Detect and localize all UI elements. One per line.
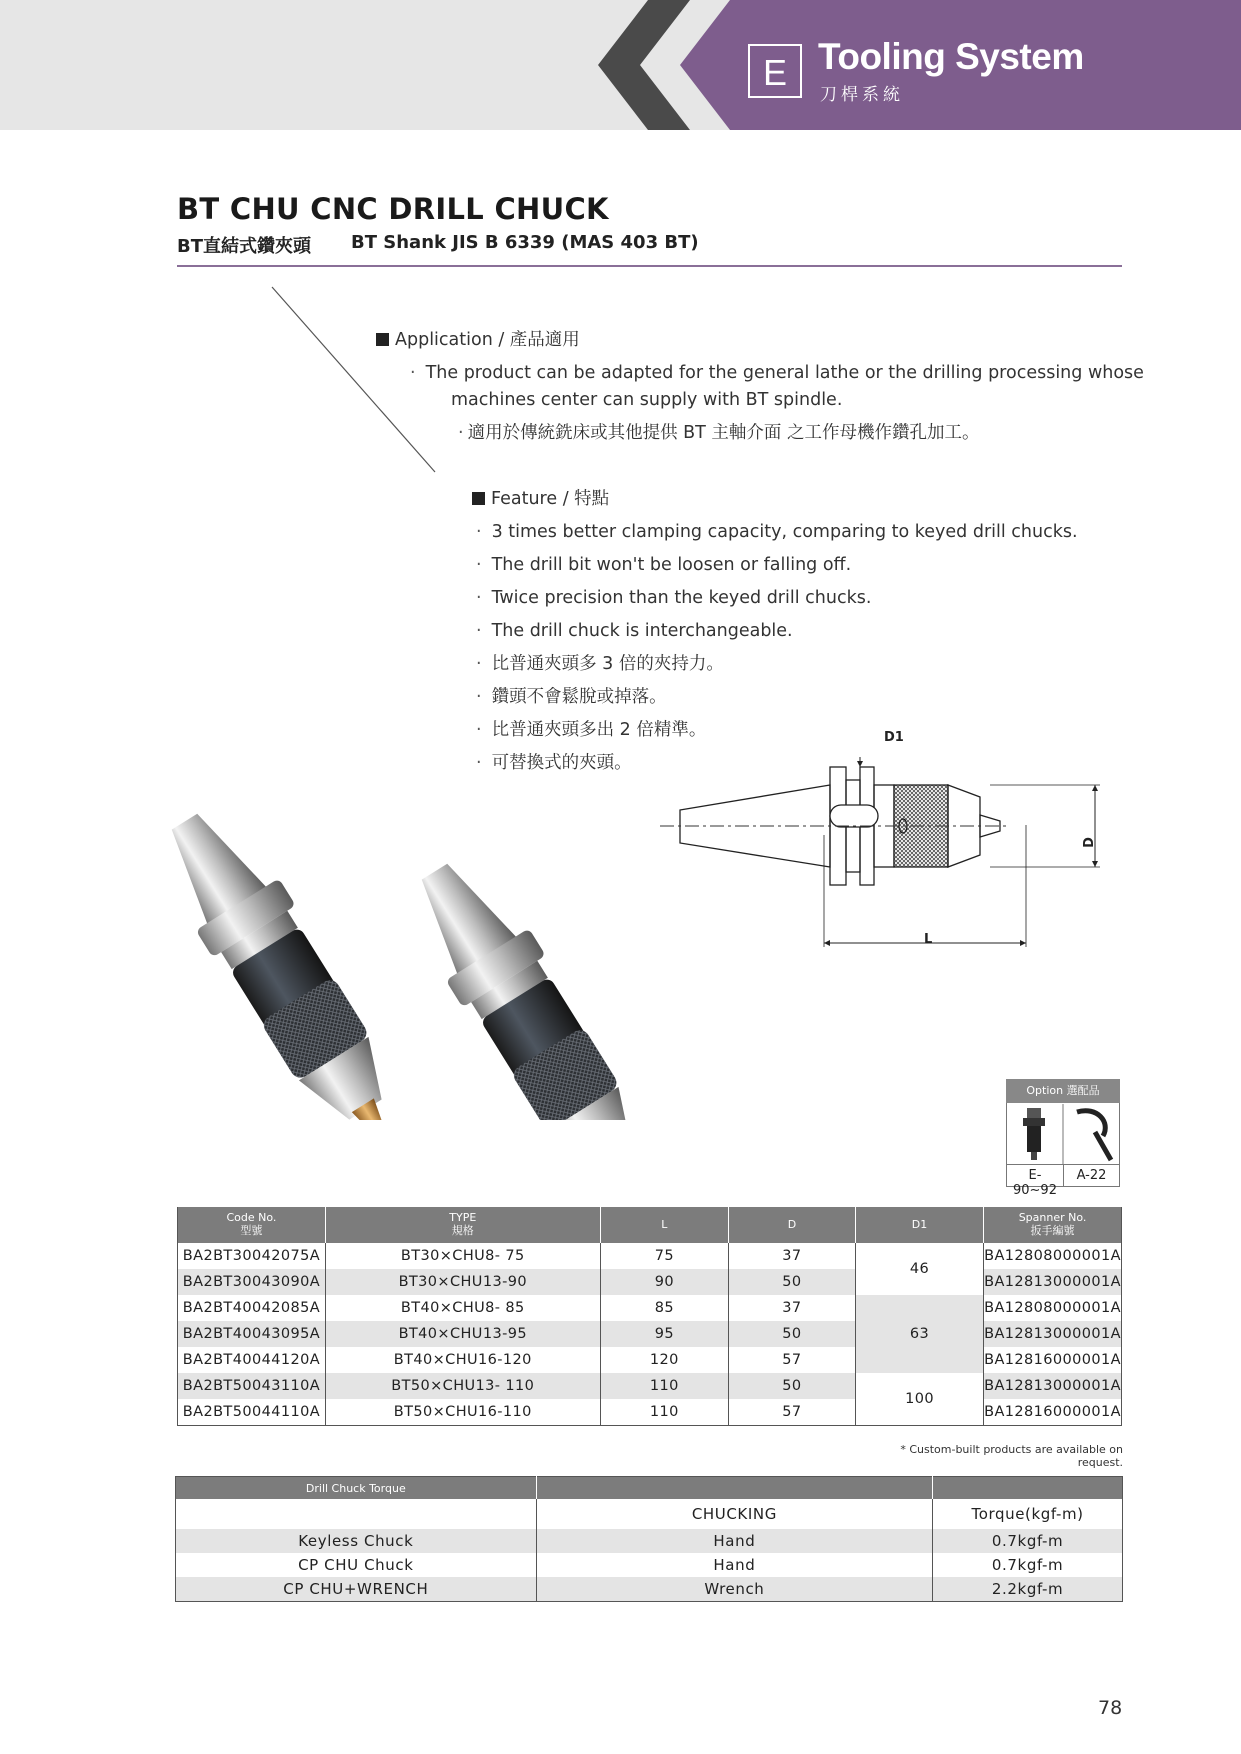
cell-name: CP CHU+WRENCH (176, 1577, 537, 1602)
col-chucking: CHUCKING (536, 1499, 933, 1529)
product-shank-spec: BT Shank JIS B 6339 (MAS 403 BT) (351, 232, 699, 253)
table-row (178, 1295, 1122, 1321)
cell-code: BA2BT40042085A (182, 1300, 321, 1316)
header-blank (536, 1477, 933, 1500)
cell-torque: 0.7kgf-m (933, 1529, 1123, 1553)
table-row (178, 1373, 1122, 1399)
cell-type: BT30×CHU8- 75 (325, 1243, 600, 1269)
cell-d: 50 (728, 1373, 855, 1399)
cell-torque: 2.2kgf-m (933, 1577, 1123, 1602)
square-bullet-icon (472, 492, 485, 505)
table-row (176, 1553, 1123, 1577)
cell-l: 110 (600, 1399, 728, 1426)
cell-chucking: Wrench (536, 1577, 933, 1602)
col-d1: D1 (855, 1207, 983, 1243)
cell-torque: 0.7kgf-m (933, 1553, 1123, 1577)
custom-note: * Custom-built products are available on request. (900, 1443, 1123, 1469)
cell-l: 120 (600, 1347, 728, 1373)
feature-item: · The drill bit won't be loosen or falling off. (476, 555, 852, 575)
page-number: 78 (1098, 1697, 1123, 1719)
cell-d: 57 (728, 1399, 855, 1426)
option-labels (1007, 1164, 1119, 1198)
feature-heading: Feature / 特點 (472, 489, 609, 510)
cell-spanner: BA12816000001A (984, 1399, 1122, 1426)
col-spanner: Spanner No. 扳手編號 (984, 1207, 1122, 1243)
cell-spanner: BA12816000001A (984, 1347, 1122, 1373)
cell-spanner: BA12813000001A (984, 1321, 1122, 1347)
feature-item: · The drill chuck is interchangeable. (476, 621, 793, 641)
col-d: D (728, 1207, 855, 1243)
cell-spanner: BA12813000001A (984, 1373, 1122, 1399)
table-row (176, 1577, 1123, 1602)
cell-type: BT40×CHU8- 85 (325, 1295, 600, 1321)
wrench-icon (1077, 1111, 1111, 1160)
cell-type: BT30×CHU13-90 (325, 1269, 600, 1295)
torque-title: Drill Chuck Torque (176, 1477, 537, 1500)
table-header-row (178, 1207, 1122, 1243)
product-title: BT CHU CNC DRILL CHUCK (177, 192, 609, 226)
spec-table (177, 1207, 1122, 1426)
cell-d: 37 (728, 1295, 855, 1321)
header-blank (933, 1477, 1123, 1500)
cell-type: BT50×CHU16-110 (325, 1399, 600, 1426)
application-heading: Application / 產品適用 (376, 330, 580, 351)
section-subtitle: 刀桿系統 (820, 85, 904, 105)
cell-d: 37 (728, 1243, 855, 1269)
cell-name: Keyless Chuck (176, 1529, 537, 1553)
section-letter: E (748, 44, 802, 98)
cell-code: BA2BT40044120A (182, 1352, 321, 1368)
cell-l: 90 (600, 1269, 728, 1295)
cell-code: BA2BT30043090A (178, 1269, 326, 1295)
option-label: A-22 (1076, 1168, 1107, 1183)
col-torque: Torque(kgf-m) (933, 1499, 1123, 1529)
cell-blank (176, 1499, 537, 1529)
pull-stud-icon (1023, 1108, 1045, 1160)
cell-d: 57 (728, 1347, 855, 1373)
application-text-en-2: machines center can supply with BT spindle. (451, 390, 843, 410)
table-row (178, 1243, 1122, 1269)
torque-col-row (176, 1499, 1123, 1529)
cell-spanner: BA12808000001A (984, 1243, 1122, 1269)
feature-item: · 可替換式的夾頭。 (476, 753, 632, 773)
cell-type: BT40×CHU16-120 (325, 1347, 600, 1373)
cell-l: 75 (600, 1243, 728, 1269)
cell-code: BA2BT30042075A (182, 1248, 321, 1264)
cell-d1: 46 (855, 1243, 983, 1295)
product-title-cn: BT直結式鑽夾頭 (177, 236, 311, 257)
cell-d1: 100 (855, 1373, 983, 1426)
cell-l: 95 (600, 1321, 728, 1347)
cell-chucking: Hand (536, 1529, 933, 1553)
option-images (1007, 1104, 1119, 1164)
cell-d1: 63 (855, 1295, 983, 1373)
feature-item: · 比普通夾頭多出 2 倍精準。 (476, 720, 707, 740)
dimension-label-d: D (1081, 837, 1097, 848)
col-l: L (600, 1207, 728, 1243)
cell-d: 50 (728, 1321, 855, 1347)
section-title: Tooling System (818, 36, 1084, 77)
cell-name: CP CHU Chuck (298, 1556, 414, 1574)
cell-code: BA2BT50044110A (182, 1404, 321, 1420)
cell-chucking: Hand (536, 1553, 933, 1577)
option-heading: Option 選配品 (1006, 1079, 1120, 1103)
cell-type: BT40×CHU13-95 (325, 1321, 600, 1347)
table-row (176, 1529, 1123, 1553)
option-label: E-90~92 (1013, 1168, 1057, 1198)
col-type: TYPE 規格 (325, 1207, 600, 1243)
feature-item: · 3 times better clamping capacity, comparing to keyed drill chucks. (476, 522, 1078, 542)
dimension-label-l: L (924, 932, 933, 947)
cell-spanner: BA12813000001A (984, 1269, 1122, 1295)
cell-spanner: BA12808000001A (984, 1295, 1122, 1321)
feature-item: · 比普通夾頭多 3 倍的夾持力。 (476, 654, 724, 674)
square-bullet-icon (376, 333, 389, 346)
technical-drawing (660, 725, 1120, 965)
cell-l: 110 (600, 1373, 728, 1399)
cell-l: 85 (600, 1295, 728, 1321)
application-text-cn: · 適用於傳統銑床或其他提供 BT 主軸介面 之工作母機作鑽孔加工。 (458, 423, 980, 443)
cell-code: BA2BT40043095A (178, 1321, 326, 1347)
cell-code: BA2BT50043110A (178, 1373, 326, 1399)
feature-item: · 鑽頭不會鬆脫或掉落。 (476, 687, 667, 707)
cell-d: 50 (728, 1269, 855, 1295)
torque-header-row (176, 1477, 1123, 1500)
feature-item: · Twice precision than the keyed drill chucks. (476, 588, 872, 608)
cell-type: BT50×CHU13- 110 (325, 1373, 600, 1399)
torque-table (175, 1476, 1123, 1602)
col-code: Code No. 型號 (178, 1207, 326, 1243)
application-text-en-1: · The product can be adapted for the general lathe or the drilling processing whose (410, 363, 1144, 383)
dimension-label-d1: D1 (884, 730, 904, 745)
